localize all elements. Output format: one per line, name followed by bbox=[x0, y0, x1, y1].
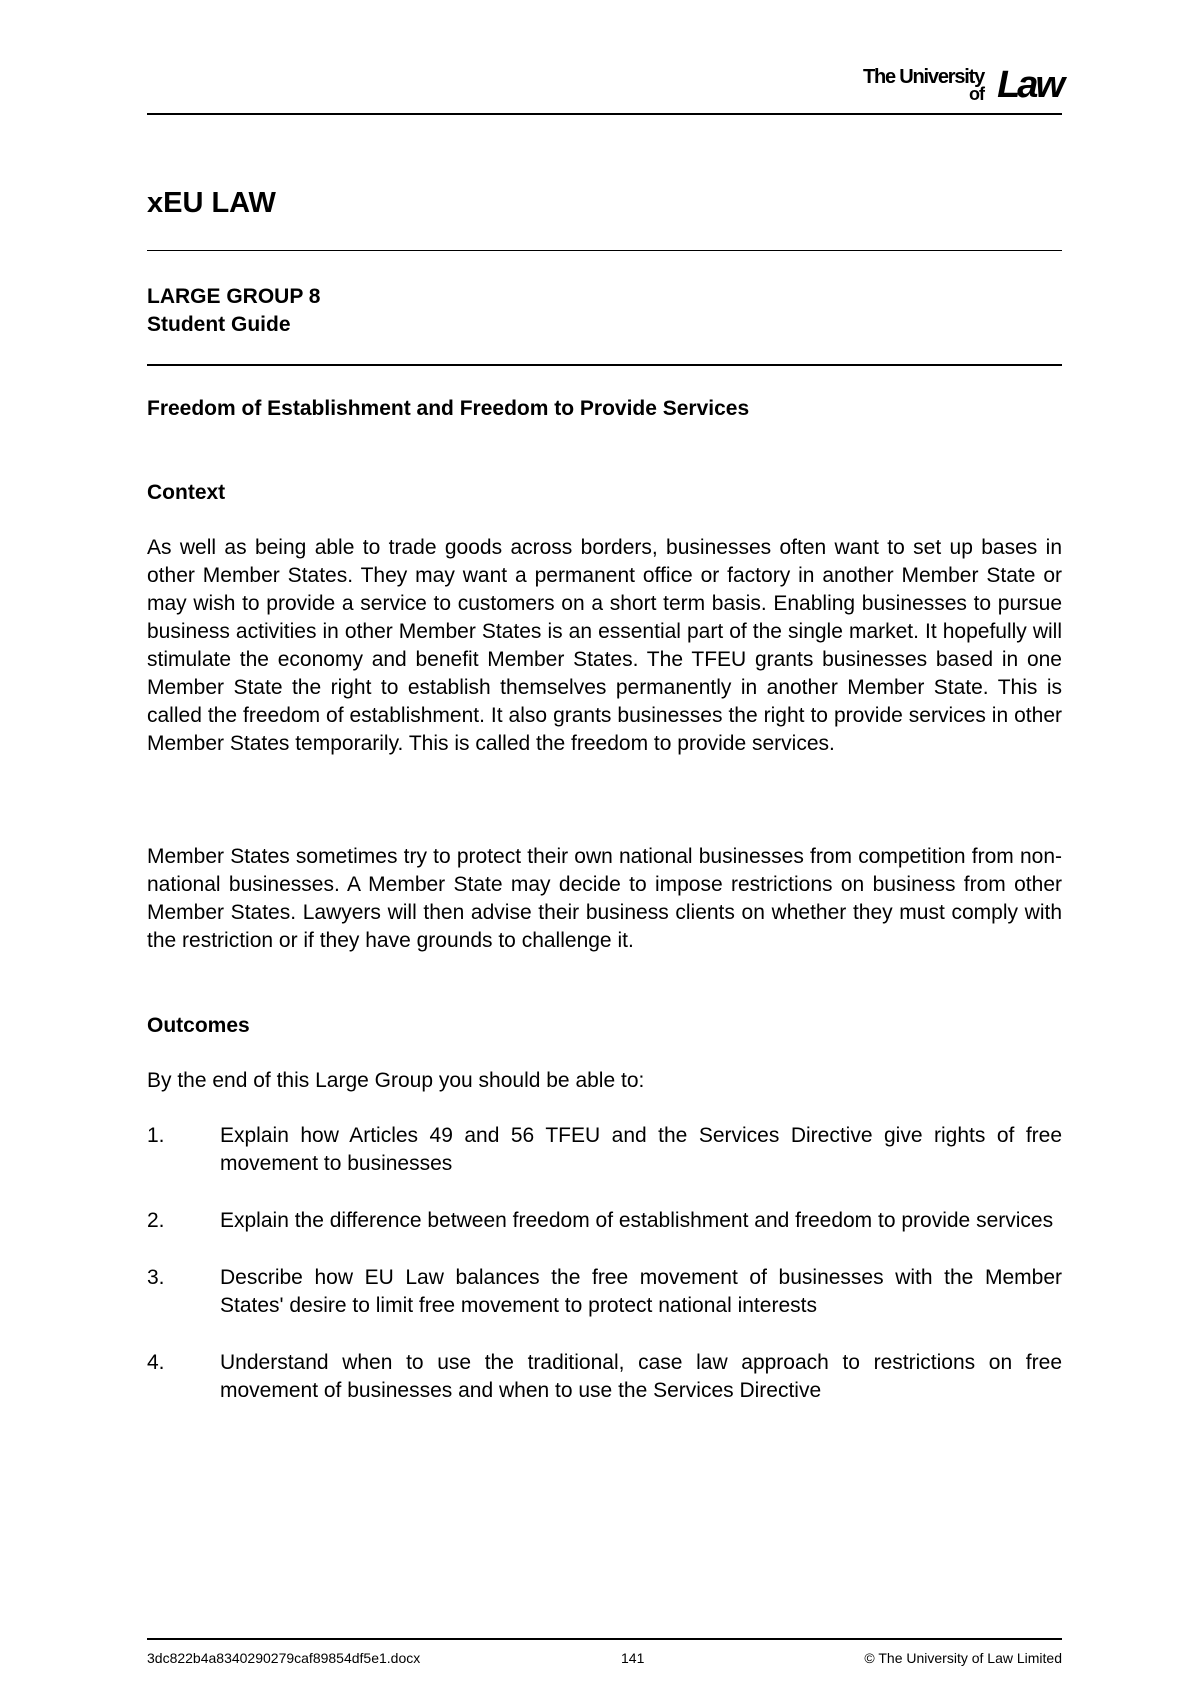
list-item-text: Explain how Articles 49 and 56 TFEU and the Services Directive give rights of free movement to businesses bbox=[220, 1124, 1062, 1175]
university-logo: The University of Law bbox=[862, 64, 1062, 106]
list-item-text: Understand when to use the traditional, case law approach to restrictions on free movement of businesses and when to use the Services Directive bbox=[220, 1351, 1062, 1402]
group-label: LARGE GROUP 8 bbox=[147, 285, 321, 308]
list-item bbox=[147, 1264, 1062, 1320]
guide-subtitle: Student Guide bbox=[147, 313, 291, 336]
list-item bbox=[147, 1349, 1062, 1405]
outcomes-list bbox=[147, 1122, 1062, 1434]
document-title: xEU LAW bbox=[147, 187, 276, 219]
subtitle-rule bbox=[147, 364, 1062, 366]
list-item-number: 3. bbox=[147, 1266, 165, 1289]
list-item-number: 4. bbox=[147, 1351, 165, 1374]
context-paragraph-1: As well as being able to trade goods across borders, businesses often want to set up bases in other Member States. They may want a permanent office or factory in another Member State or may wish to provide a service to customers on a short term basis. Enabling businesses to pursue business activities in other Member States is an essential part of the single market. It hopefully will stimulate the economy and benefit Member States. The TFEU grants businesses based in one Member State the right to establish themselves permanently in another Member State. This is called the freedom of establishment. It also grants businesses the right to provide services in other Member States temporarily. This is called the freedom to provide services. bbox=[147, 536, 1062, 755]
list-item-text: Describe how EU Law balances the free movement of businesses with the Member States' desire to limit free movement to protect national interests bbox=[220, 1266, 1062, 1317]
footer-copyright: © The University of Law Limited bbox=[864, 1650, 1062, 1666]
footer-filename: 3dc822b4a8340290279caf89854df5e1.docx bbox=[147, 1650, 421, 1666]
list-item-number: 2. bbox=[147, 1209, 165, 1232]
context-heading: Context bbox=[147, 481, 226, 504]
outcomes-intro: By the end of this Large Group you should be able to: bbox=[147, 1069, 645, 1092]
title-rule bbox=[147, 250, 1062, 251]
context-paragraph-2: Member States sometimes try to protect their own national businesses from competition from non-national businesses. A Member State may decide to impose restrictions on business from other Member States. Lawyers will then advise their business clients on whether they must comply with the restriction or if they have grounds to challenge it. bbox=[147, 845, 1062, 952]
footer-page-number: 141 bbox=[621, 1650, 645, 1666]
footer-rule bbox=[147, 1638, 1062, 1640]
header-rule bbox=[147, 113, 1062, 115]
list-item-text: Explain the difference between freedom of establishment and freedom to provide services bbox=[220, 1209, 1054, 1232]
topic-heading: Freedom of Establishment and Freedom to Provide Services bbox=[147, 397, 750, 420]
list-item-number: 1. bbox=[147, 1124, 165, 1147]
outcomes-heading: Outcomes bbox=[147, 1014, 250, 1037]
document-page bbox=[147, 0, 1062, 1698]
list-item bbox=[147, 1207, 1062, 1235]
group-block bbox=[147, 283, 320, 339]
list-item bbox=[147, 1122, 1062, 1178]
